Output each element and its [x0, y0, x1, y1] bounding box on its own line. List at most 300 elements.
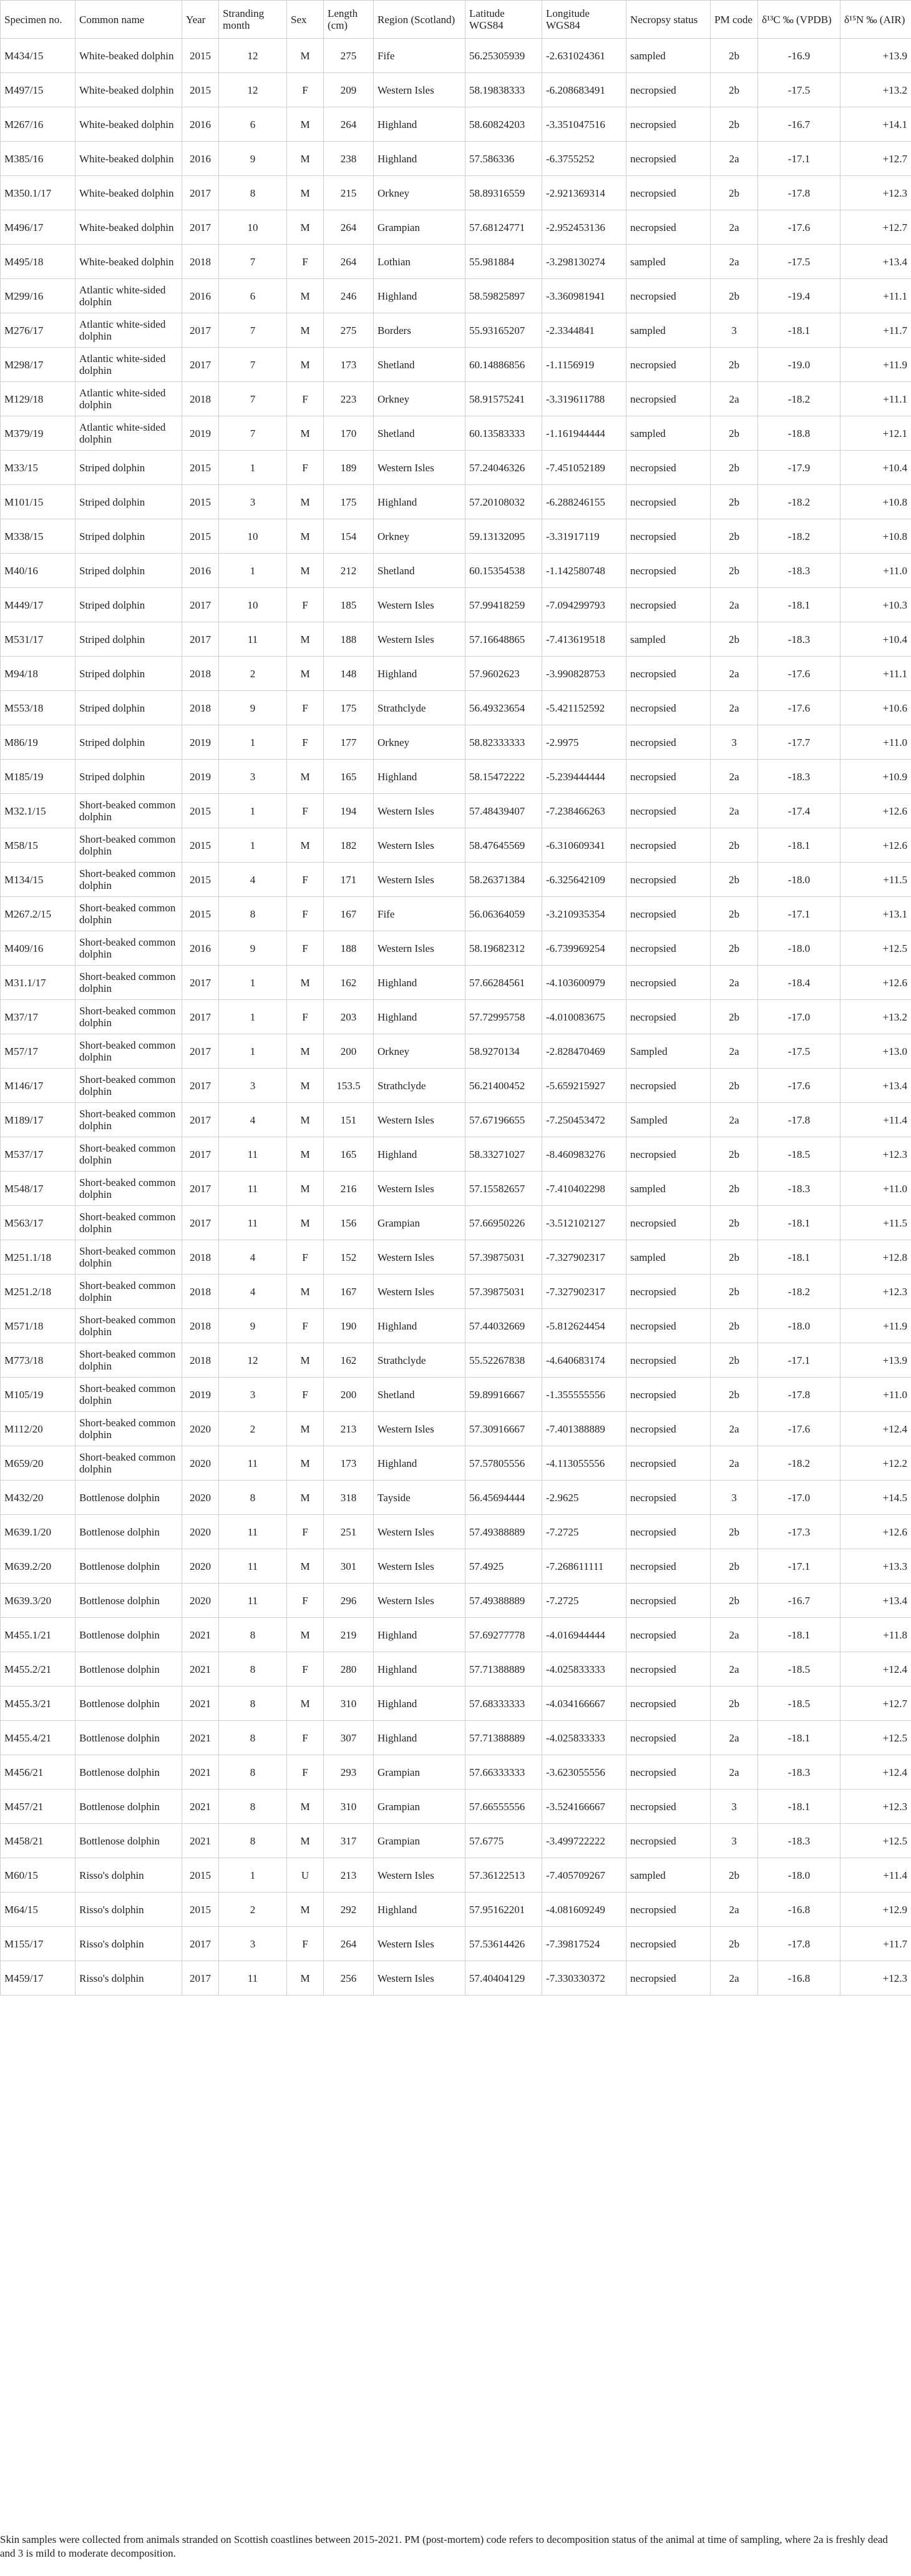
cell-common-name: Atlantic white-sided dolphin	[76, 416, 182, 451]
cell-year: 2020	[182, 1515, 219, 1549]
cell-sex: F	[287, 897, 324, 931]
cell-delta-c13: -18.1	[758, 313, 840, 348]
cell-region: Western Isles	[374, 1412, 465, 1446]
cell-specimen: M60/15	[1, 1858, 76, 1893]
cell-delta-c13: -16.9	[758, 39, 840, 73]
cell-region: Highland	[374, 485, 465, 519]
cell-delta-n15: +13.1	[840, 897, 911, 931]
cell-year: 2017	[182, 588, 219, 622]
cell-pm-code: 2b	[711, 622, 758, 657]
cell-pm-code: 2a	[711, 142, 758, 176]
cell-stranding-month: 6	[219, 279, 287, 313]
column-header-delta-n15: δ¹⁵N ‰ (AIR)	[840, 1, 911, 39]
cell-longitude: -2.828470469	[542, 1034, 626, 1069]
cell-common-name: Bottlenose dolphin	[76, 1549, 182, 1584]
cell-latitude: 58.9270134	[465, 1034, 542, 1069]
cell-pm-code: 2a	[711, 210, 758, 245]
cell-region: Orkney	[374, 725, 465, 760]
cell-common-name: Short-beaked common dolphin	[76, 1000, 182, 1034]
cell-stranding-month: 4	[219, 1275, 287, 1309]
column-header-common-name: Common name	[76, 1, 182, 39]
cell-necropsy-status: necropsied	[626, 966, 711, 1000]
cell-stranding-month: 7	[219, 416, 287, 451]
cell-sex: M	[287, 1961, 324, 1996]
cell-delta-n15: +12.6	[840, 794, 911, 828]
cell-delta-n15: +11.5	[840, 863, 911, 897]
cell-necropsy-status: necropsied	[626, 1378, 711, 1412]
cell-delta-n15: +11.1	[840, 657, 911, 691]
cell-common-name: Bottlenose dolphin	[76, 1618, 182, 1652]
table-row	[1, 1927, 911, 1961]
cell-specimen: M639.3/20	[1, 1584, 76, 1618]
cell-common-name: Bottlenose dolphin	[76, 1584, 182, 1618]
cell-pm-code: 2b	[711, 39, 758, 73]
cell-stranding-month: 8	[219, 1652, 287, 1687]
cell-sex: M	[287, 760, 324, 794]
cell-delta-n15: +13.2	[840, 1000, 911, 1034]
cell-necropsy-status: necropsied	[626, 554, 711, 588]
cell-region: Highland	[374, 966, 465, 1000]
cell-length: 162	[324, 966, 374, 1000]
cell-common-name: Striped dolphin	[76, 622, 182, 657]
cell-sex: M	[287, 519, 324, 554]
cell-longitude: -3.990828753	[542, 657, 626, 691]
cell-stranding-month: 7	[219, 348, 287, 382]
cell-year: 2017	[182, 176, 219, 210]
cell-year: 2015	[182, 1893, 219, 1927]
cell-longitude: -4.113055556	[542, 1446, 626, 1481]
cell-latitude: 57.72995758	[465, 1000, 542, 1034]
cell-sex: M	[287, 1618, 324, 1652]
cell-pm-code: 2b	[711, 1309, 758, 1343]
cell-stranding-month: 11	[219, 1515, 287, 1549]
cell-longitude: -2.9625	[542, 1481, 626, 1515]
cell-delta-n15: +10.3	[840, 588, 911, 622]
cell-region: Western Isles	[374, 1103, 465, 1137]
table-row	[1, 1687, 911, 1721]
cell-latitude: 58.19682312	[465, 931, 542, 966]
cell-necropsy-status: necropsied	[626, 1343, 711, 1378]
cell-region: Western Isles	[374, 622, 465, 657]
cell-sex: U	[287, 1858, 324, 1893]
cell-common-name: Bottlenose dolphin	[76, 1790, 182, 1824]
cell-delta-n15: +14.5	[840, 1481, 911, 1515]
cell-length: 188	[324, 931, 374, 966]
table-row	[1, 1721, 911, 1755]
cell-common-name: Short-beaked common dolphin	[76, 863, 182, 897]
table-row	[1, 485, 911, 519]
cell-length: 200	[324, 1034, 374, 1069]
cell-sex: F	[287, 1927, 324, 1961]
cell-pm-code: 2b	[711, 1275, 758, 1309]
table-row	[1, 1378, 911, 1412]
cell-common-name: Striped dolphin	[76, 485, 182, 519]
cell-year: 2015	[182, 73, 219, 107]
column-header-delta-c13: δ¹³C ‰ (VPDB)	[758, 1, 840, 39]
cell-delta-n15: +12.4	[840, 1755, 911, 1790]
cell-stranding-month: 1	[219, 1034, 287, 1069]
cell-region: Fife	[374, 39, 465, 73]
cell-stranding-month: 11	[219, 1206, 287, 1240]
cell-necropsy-status: necropsied	[626, 863, 711, 897]
cell-length: 275	[324, 313, 374, 348]
cell-necropsy-status: necropsied	[626, 794, 711, 828]
cell-specimen: M456/21	[1, 1755, 76, 1790]
cell-delta-n15: +13.4	[840, 1584, 911, 1618]
table-footnote: Skin samples were collected from animals stranded on Scottish coastlines between 2015-2021. PM (post-mortem) code refers to decomposition status of the animal at time of sampling, where 2a is freshly dead and 3 is mild to moderate decomposition.	[0, 2534, 888, 2559]
cell-longitude: -7.327902317	[542, 1240, 626, 1275]
cell-length: 194	[324, 794, 374, 828]
cell-longitude: -4.016944444	[542, 1618, 626, 1652]
cell-delta-n15: +12.4	[840, 1652, 911, 1687]
cell-sex: M	[287, 1172, 324, 1206]
cell-delta-c13: -17.6	[758, 1412, 840, 1446]
cell-necropsy-status: sampled	[626, 416, 711, 451]
cell-delta-n15: +11.5	[840, 1206, 911, 1240]
cell-length: 175	[324, 691, 374, 725]
cell-necropsy-status: necropsied	[626, 1755, 711, 1790]
cell-stranding-month: 8	[219, 1481, 287, 1515]
cell-delta-n15: +13.4	[840, 1069, 911, 1103]
cell-delta-n15: +12.6	[840, 828, 911, 863]
cell-longitude: -6.325642109	[542, 863, 626, 897]
cell-length: 175	[324, 485, 374, 519]
cell-latitude: 57.6775	[465, 1824, 542, 1858]
cell-longitude: -1.142580748	[542, 554, 626, 588]
cell-year: 2016	[182, 107, 219, 142]
cell-sex: M	[287, 622, 324, 657]
cell-pm-code: 3	[711, 1824, 758, 1858]
cell-delta-n15: +11.1	[840, 279, 911, 313]
table-row	[1, 1309, 911, 1343]
cell-delta-c13: -18.3	[758, 1755, 840, 1790]
cell-delta-c13: -17.1	[758, 897, 840, 931]
cell-stranding-month: 6	[219, 107, 287, 142]
cell-year: 2019	[182, 725, 219, 760]
table-row	[1, 897, 911, 931]
cell-region: Highland	[374, 760, 465, 794]
cell-specimen: M531/17	[1, 622, 76, 657]
cell-stranding-month: 8	[219, 1721, 287, 1755]
cell-delta-c13: -17.8	[758, 1378, 840, 1412]
cell-delta-c13: -18.1	[758, 1240, 840, 1275]
cell-necropsy-status: necropsied	[626, 760, 711, 794]
cell-longitude: -4.640683174	[542, 1343, 626, 1378]
cell-pm-code: 2a	[711, 1446, 758, 1481]
cell-delta-c13: -18.5	[758, 1137, 840, 1172]
cell-longitude: -7.39817524	[542, 1927, 626, 1961]
cell-latitude: 60.14886856	[465, 348, 542, 382]
cell-sex: M	[287, 1790, 324, 1824]
cell-delta-c13: -17.5	[758, 1034, 840, 1069]
table-row	[1, 1618, 911, 1652]
cell-specimen: M379/19	[1, 416, 76, 451]
cell-stranding-month: 12	[219, 1343, 287, 1378]
table-row	[1, 519, 911, 554]
cell-region: Highland	[374, 1618, 465, 1652]
cell-specimen: M105/19	[1, 1378, 76, 1412]
cell-year: 2017	[182, 313, 219, 348]
cell-pm-code: 2b	[711, 279, 758, 313]
cell-specimen: M659/20	[1, 1446, 76, 1481]
cell-latitude: 57.9602623	[465, 657, 542, 691]
cell-pm-code: 2b	[711, 107, 758, 142]
cell-delta-n15: +12.5	[840, 1721, 911, 1755]
table-row	[1, 279, 911, 313]
cell-delta-c13: -17.9	[758, 451, 840, 485]
cell-common-name: Short-beaked common dolphin	[76, 931, 182, 966]
cell-sex: M	[287, 485, 324, 519]
cell-delta-c13: -17.5	[758, 245, 840, 279]
cell-length: 310	[324, 1687, 374, 1721]
cell-sex: M	[287, 1893, 324, 1927]
cell-necropsy-status: necropsied	[626, 1412, 711, 1446]
column-header-specimen: Specimen no.	[1, 1, 76, 39]
cell-length: 216	[324, 1172, 374, 1206]
cell-necropsy-status: necropsied	[626, 1309, 711, 1343]
cell-specimen: M350.1/17	[1, 176, 76, 210]
cell-common-name: White-beaked dolphin	[76, 142, 182, 176]
cell-stranding-month: 7	[219, 245, 287, 279]
cell-common-name: White-beaked dolphin	[76, 39, 182, 73]
cell-necropsy-status: necropsied	[626, 485, 711, 519]
cell-latitude: 58.15472222	[465, 760, 542, 794]
cell-region: Shetland	[374, 1378, 465, 1412]
cell-longitude: -2.3344841	[542, 313, 626, 348]
cell-latitude: 57.15582657	[465, 1172, 542, 1206]
cell-pm-code: 2b	[711, 1549, 758, 1584]
cell-delta-n15: +10.8	[840, 519, 911, 554]
cell-necropsy-status: necropsied	[626, 588, 711, 622]
cell-pm-code: 2b	[711, 863, 758, 897]
cell-latitude: 56.06364059	[465, 897, 542, 931]
cell-stranding-month: 9	[219, 691, 287, 725]
cell-region: Shetland	[374, 554, 465, 588]
cell-common-name: Striped dolphin	[76, 519, 182, 554]
cell-sex: F	[287, 1000, 324, 1034]
cell-longitude: -4.010083675	[542, 1000, 626, 1034]
cell-delta-c13: -17.0	[758, 1000, 840, 1034]
cell-specimen: M434/15	[1, 39, 76, 73]
cell-delta-c13: -18.8	[758, 416, 840, 451]
table-row	[1, 39, 911, 73]
cell-delta-n15: +12.9	[840, 1893, 911, 1927]
cell-year: 2017	[182, 348, 219, 382]
cell-pm-code: 2a	[711, 382, 758, 416]
cell-delta-c13: -17.6	[758, 691, 840, 725]
cell-specimen: M64/15	[1, 1893, 76, 1927]
cell-sex: M	[287, 107, 324, 142]
cell-delta-n15: +10.4	[840, 622, 911, 657]
cell-sex: M	[287, 1206, 324, 1240]
cell-necropsy-status: sampled	[626, 313, 711, 348]
cell-region: Western Isles	[374, 588, 465, 622]
cell-sex: F	[287, 1652, 324, 1687]
cell-length: 167	[324, 897, 374, 931]
cell-longitude: -2.9975	[542, 725, 626, 760]
cell-specimen: M563/17	[1, 1206, 76, 1240]
cell-length: 200	[324, 1378, 374, 1412]
cell-longitude: -4.103600979	[542, 966, 626, 1000]
cell-delta-n15: +10.8	[840, 485, 911, 519]
cell-delta-c13: -17.7	[758, 725, 840, 760]
cell-pm-code: 2a	[711, 1412, 758, 1446]
cell-length: 310	[324, 1790, 374, 1824]
cell-common-name: Short-beaked common dolphin	[76, 1275, 182, 1309]
cell-region: Grampian	[374, 1755, 465, 1790]
cell-longitude: -3.298130274	[542, 245, 626, 279]
cell-pm-code: 2b	[711, 1584, 758, 1618]
table-row	[1, 313, 911, 348]
cell-latitude: 58.59825897	[465, 279, 542, 313]
cell-common-name: Short-beaked common dolphin	[76, 1069, 182, 1103]
cell-latitude: 57.586336	[465, 142, 542, 176]
cell-year: 2015	[182, 1858, 219, 1893]
cell-pm-code: 2a	[711, 1755, 758, 1790]
cell-specimen: M251.1/18	[1, 1240, 76, 1275]
cell-specimen: M432/20	[1, 1481, 76, 1515]
cell-longitude: -7.094299793	[542, 588, 626, 622]
cell-region: Western Isles	[374, 1927, 465, 1961]
cell-pm-code: 2b	[711, 176, 758, 210]
cell-delta-c13: -18.1	[758, 1790, 840, 1824]
cell-longitude: -7.330330372	[542, 1961, 626, 1996]
cell-specimen: M112/20	[1, 1412, 76, 1446]
column-header-year: Year	[182, 1, 219, 39]
cell-stranding-month: 8	[219, 1687, 287, 1721]
cell-latitude: 58.82333333	[465, 725, 542, 760]
cell-common-name: Short-beaked common dolphin	[76, 1206, 182, 1240]
cell-necropsy-status: sampled	[626, 1240, 711, 1275]
cell-sex: F	[287, 931, 324, 966]
table-row	[1, 828, 911, 863]
cell-sex: F	[287, 863, 324, 897]
cell-region: Highland	[374, 1687, 465, 1721]
cell-specimen: M267.2/15	[1, 897, 76, 931]
cell-latitude: 57.16648865	[465, 622, 542, 657]
table-row	[1, 1652, 911, 1687]
cell-year: 2015	[182, 519, 219, 554]
cell-region: Highland	[374, 1446, 465, 1481]
cell-year: 2018	[182, 1343, 219, 1378]
cell-common-name: Short-beaked common dolphin	[76, 828, 182, 863]
cell-stranding-month: 10	[219, 210, 287, 245]
cell-common-name: Short-beaked common dolphin	[76, 1378, 182, 1412]
cell-delta-c13: -18.0	[758, 1309, 840, 1343]
cell-length: 167	[324, 1275, 374, 1309]
cell-stranding-month: 10	[219, 519, 287, 554]
cell-delta-n15: +11.4	[840, 1858, 911, 1893]
cell-length: 223	[324, 382, 374, 416]
cell-specimen: M385/16	[1, 142, 76, 176]
cell-stranding-month: 1	[219, 451, 287, 485]
cell-region: Grampian	[374, 1790, 465, 1824]
cell-pm-code: 3	[711, 1481, 758, 1515]
cell-longitude: -3.351047516	[542, 107, 626, 142]
cell-year: 2020	[182, 1446, 219, 1481]
table-body	[1, 39, 911, 1996]
cell-longitude: -3.499722222	[542, 1824, 626, 1858]
cell-sex: F	[287, 73, 324, 107]
column-header-pm-code: PM code	[711, 1, 758, 39]
table-row	[1, 1790, 911, 1824]
cell-stranding-month: 1	[219, 794, 287, 828]
cell-region: Orkney	[374, 176, 465, 210]
cell-longitude: -3.319611788	[542, 382, 626, 416]
cell-common-name: Striped dolphin	[76, 554, 182, 588]
cell-specimen: M37/17	[1, 1000, 76, 1034]
cell-delta-c13: -18.1	[758, 588, 840, 622]
cell-latitude: 57.66284561	[465, 966, 542, 1000]
cell-latitude: 58.60824203	[465, 107, 542, 142]
column-header-sex: Sex	[287, 1, 324, 39]
cell-latitude: 57.95162201	[465, 1893, 542, 1927]
table-row	[1, 1858, 911, 1893]
cell-delta-c13: -18.4	[758, 966, 840, 1000]
cell-common-name: Short-beaked common dolphin	[76, 1446, 182, 1481]
column-header-length: Length (cm)	[324, 1, 374, 39]
cell-length: 156	[324, 1206, 374, 1240]
header-row	[1, 1, 911, 39]
cell-stranding-month: 9	[219, 931, 287, 966]
cell-year: 2020	[182, 1481, 219, 1515]
cell-year: 2017	[182, 966, 219, 1000]
cell-stranding-month: 8	[219, 1618, 287, 1652]
cell-year: 2017	[182, 1172, 219, 1206]
cell-stranding-month: 3	[219, 485, 287, 519]
cell-stranding-month: 9	[219, 1309, 287, 1343]
cell-common-name: Atlantic white-sided dolphin	[76, 348, 182, 382]
cell-specimen: M129/18	[1, 382, 76, 416]
cell-specimen: M548/17	[1, 1172, 76, 1206]
table-row	[1, 1824, 911, 1858]
cell-necropsy-status: necropsied	[626, 691, 711, 725]
cell-length: 293	[324, 1755, 374, 1790]
cell-region: Strathclyde	[374, 1343, 465, 1378]
cell-longitude: -7.327902317	[542, 1275, 626, 1309]
table-row	[1, 1412, 911, 1446]
cell-longitude: -7.268611111	[542, 1549, 626, 1584]
cell-latitude: 57.53614426	[465, 1927, 542, 1961]
cell-delta-c13: -18.3	[758, 554, 840, 588]
cell-common-name: Short-beaked common dolphin	[76, 794, 182, 828]
cell-sex: M	[287, 279, 324, 313]
cell-necropsy-status: necropsied	[626, 725, 711, 760]
cell-specimen: M32.1/15	[1, 794, 76, 828]
cell-length: 170	[324, 416, 374, 451]
table-row	[1, 1240, 911, 1275]
cell-latitude: 59.89916667	[465, 1378, 542, 1412]
cell-length: 185	[324, 588, 374, 622]
cell-pm-code: 2b	[711, 1858, 758, 1893]
cell-longitude: -4.081609249	[542, 1893, 626, 1927]
cell-sex: M	[287, 554, 324, 588]
cell-year: 2018	[182, 657, 219, 691]
cell-delta-c13: -17.8	[758, 1927, 840, 1961]
cell-year: 2015	[182, 794, 219, 828]
cell-necropsy-status: necropsied	[626, 1000, 711, 1034]
cell-region: Highland	[374, 279, 465, 313]
cell-delta-c13: -18.2	[758, 519, 840, 554]
cell-year: 2016	[182, 931, 219, 966]
cell-delta-c13: -18.3	[758, 1172, 840, 1206]
cell-specimen: M455.4/21	[1, 1721, 76, 1755]
cell-specimen: M134/15	[1, 863, 76, 897]
cell-latitude: 56.25305939	[465, 39, 542, 73]
cell-delta-c13: -17.4	[758, 794, 840, 828]
cell-sex: F	[287, 725, 324, 760]
cell-common-name: Bottlenose dolphin	[76, 1481, 182, 1515]
